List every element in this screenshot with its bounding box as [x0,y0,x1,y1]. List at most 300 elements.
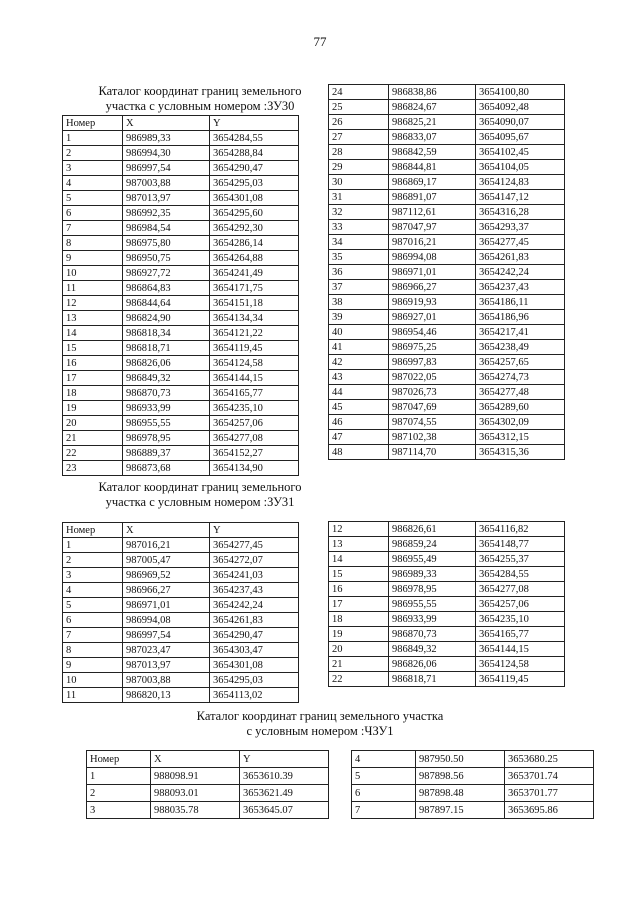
point-number-cell: 22 [329,672,389,687]
column-header: X [123,523,210,538]
y-coordinate-cell: 3654315,36 [476,445,565,460]
x-coordinate-cell: 986824,67 [389,100,476,115]
y-coordinate-cell: 3654295,03 [210,176,299,191]
point-number-cell: 3 [63,161,123,176]
point-number-cell: 2 [87,785,151,802]
x-coordinate-cell: 986844,64 [123,296,210,311]
y-coordinate-cell: 3654264,88 [210,251,299,266]
point-number-cell: 44 [329,385,389,400]
y-coordinate-cell: 3654235,10 [476,612,565,627]
table-row [352,768,594,785]
table-row [329,430,565,445]
catalog-caption-zu31 [60,480,340,510]
x-coordinate-cell: 986849,32 [123,371,210,386]
y-coordinate-cell: 3654165,77 [210,386,299,401]
y-coordinate-cell: 3654241,49 [210,266,299,281]
x-coordinate-cell: 986818,34 [123,326,210,341]
y-coordinate-cell: 3654257,65 [476,355,565,370]
x-coordinate-cell: 986818,71 [123,341,210,356]
table-row [63,146,299,161]
table-row [329,415,565,430]
x-coordinate-cell: 986994,08 [389,250,476,265]
x-coordinate-cell: 986997,83 [389,355,476,370]
column-header: Номер [63,116,123,131]
table-row [329,612,565,627]
y-coordinate-cell: 3654119,45 [476,672,565,687]
y-coordinate-cell: 3654116,82 [476,522,565,537]
x-coordinate-cell: 987112,61 [389,205,476,220]
table-row [63,598,299,613]
caption-line: Каталог координат границ земельного [98,480,302,494]
x-coordinate-cell: 986818,71 [389,672,476,687]
y-coordinate-cell: 3654134,90 [210,461,299,476]
table-row [329,175,565,190]
x-coordinate-cell: 986826,61 [389,522,476,537]
coordinates-table-zu31-right [328,521,565,687]
point-number-cell: 16 [63,356,123,371]
x-coordinate-cell: 986842,59 [389,145,476,160]
x-coordinate-cell: 986844,81 [389,160,476,175]
point-number-cell: 22 [63,446,123,461]
caption-line: Каталог координат границ земельного участка [196,709,444,723]
table-row [63,131,299,146]
table-row [329,370,565,385]
table-row [63,191,299,206]
table-row [63,673,299,688]
x-coordinate-cell: 986869,17 [389,175,476,190]
x-coordinate-cell: 986994,08 [123,613,210,628]
point-number-cell: 6 [352,785,416,802]
x-coordinate-cell: 986971,01 [389,265,476,280]
y-coordinate-cell: 3654119,45 [210,341,299,356]
coordinates-table-zu30-left [62,115,299,476]
x-coordinate-cell: 987022,05 [389,370,476,385]
x-coordinate-cell: 986864,83 [123,281,210,296]
caption-line: участка с условным номером :ЗУ30 [105,99,295,113]
point-number-cell: 28 [329,145,389,160]
point-number-cell: 21 [329,657,389,672]
x-coordinate-cell: 986933,99 [389,612,476,627]
table-row [329,145,565,160]
y-coordinate-cell: 3654295,60 [210,206,299,221]
x-coordinate-cell: 986955,55 [123,416,210,431]
point-number-cell: 38 [329,295,389,310]
table-row [329,657,565,672]
x-coordinate-cell: 987016,21 [389,235,476,250]
column-header: X [151,751,240,768]
x-coordinate-cell: 987102,38 [389,430,476,445]
column-header: Номер [87,751,151,768]
y-coordinate-cell: 3654151,18 [210,296,299,311]
point-number-cell: 9 [63,658,123,673]
y-coordinate-cell: 3654257,06 [210,416,299,431]
point-number-cell: 45 [329,400,389,415]
point-number-cell: 4 [63,176,123,191]
x-coordinate-cell: 986997,54 [123,628,210,643]
point-number-cell: 24 [329,85,389,100]
x-coordinate-cell: 986955,55 [389,597,476,612]
table-row [329,385,565,400]
y-coordinate-cell: 3654238,49 [476,340,565,355]
table-row [329,567,565,582]
x-coordinate-cell: 986849,32 [389,642,476,657]
y-coordinate-cell: 3654148,77 [476,537,565,552]
y-coordinate-cell: 3654286,14 [210,236,299,251]
table-row [63,658,299,673]
point-number-cell: 20 [329,642,389,657]
x-coordinate-cell: 986838,86 [389,85,476,100]
point-number-cell: 23 [63,461,123,476]
point-number-cell: 11 [63,688,123,703]
point-number-cell: 15 [329,567,389,582]
x-coordinate-cell: 986978,95 [123,431,210,446]
point-number-cell: 17 [63,371,123,386]
y-coordinate-cell: 3653610.39 [240,768,329,785]
table-row [63,538,299,553]
point-number-cell: 3 [87,802,151,819]
x-coordinate-cell: 986954,46 [389,325,476,340]
table-row [63,416,299,431]
point-number-cell: 16 [329,582,389,597]
point-number-cell: 6 [63,206,123,221]
y-coordinate-cell: 3654257,06 [476,597,565,612]
y-coordinate-cell: 3654292,30 [210,221,299,236]
x-coordinate-cell: 987023,47 [123,643,210,658]
point-number-cell: 4 [63,583,123,598]
table-row [352,802,594,819]
y-coordinate-cell: 3654144,15 [476,642,565,657]
y-coordinate-cell: 3654092,48 [476,100,565,115]
point-number-cell: 9 [63,251,123,266]
point-number-cell: 35 [329,250,389,265]
y-coordinate-cell: 3654113,02 [210,688,299,703]
y-coordinate-cell: 3654290,47 [210,628,299,643]
point-number-cell: 8 [63,236,123,251]
table-row [63,371,299,386]
y-coordinate-cell: 3654302,09 [476,415,565,430]
table-row [329,130,565,145]
table-header-row [87,751,329,768]
point-number-cell: 33 [329,220,389,235]
x-coordinate-cell: 986891,07 [389,190,476,205]
x-coordinate-cell: 986870,73 [123,386,210,401]
y-coordinate-cell: 3654261,83 [210,613,299,628]
y-coordinate-cell: 3654237,43 [210,583,299,598]
x-coordinate-cell: 986820,13 [123,688,210,703]
table-row [329,400,565,415]
point-number-cell: 18 [329,612,389,627]
x-coordinate-cell: 987114,70 [389,445,476,460]
x-coordinate-cell: 986873,68 [123,461,210,476]
y-coordinate-cell: 3654289,60 [476,400,565,415]
point-number-cell: 1 [87,768,151,785]
x-coordinate-cell: 986826,06 [389,657,476,672]
table-row [329,220,565,235]
table-row [352,785,594,802]
x-coordinate-cell: 986992,35 [123,206,210,221]
y-coordinate-cell: 3653701.77 [505,785,594,802]
point-number-cell: 8 [63,643,123,658]
point-number-cell: 30 [329,175,389,190]
point-number-cell: 36 [329,265,389,280]
table-row [63,296,299,311]
y-coordinate-cell: 3654152,27 [210,446,299,461]
table-header-row [63,523,299,538]
point-number-cell: 29 [329,160,389,175]
y-coordinate-cell: 3654165,77 [476,627,565,642]
table-row [63,341,299,356]
point-number-cell: 48 [329,445,389,460]
point-number-cell: 15 [63,341,123,356]
y-coordinate-cell: 3654272,07 [210,553,299,568]
table-row [329,627,565,642]
table-row [329,205,565,220]
point-number-cell: 5 [352,768,416,785]
y-coordinate-cell: 3654303,47 [210,643,299,658]
x-coordinate-cell: 987013,97 [123,658,210,673]
y-coordinate-cell: 3654121,22 [210,326,299,341]
y-coordinate-cell: 3654144,15 [210,371,299,386]
x-coordinate-cell: 986989,33 [389,567,476,582]
x-coordinate-cell: 987897.15 [416,802,505,819]
coordinates-table-zu31-left [62,522,299,703]
y-coordinate-cell: 3654235,10 [210,401,299,416]
x-coordinate-cell: 986889,37 [123,446,210,461]
x-coordinate-cell: 986971,01 [123,598,210,613]
point-number-cell: 31 [329,190,389,205]
y-coordinate-cell: 3654090,07 [476,115,565,130]
table-row [329,190,565,205]
point-number-cell: 7 [63,628,123,643]
x-coordinate-cell: 986955,49 [389,552,476,567]
x-coordinate-cell: 986984,54 [123,221,210,236]
table-row [63,613,299,628]
table-row [352,751,594,768]
point-number-cell: 1 [63,131,123,146]
table-row [329,582,565,597]
table-row [329,115,565,130]
point-number-cell: 17 [329,597,389,612]
y-coordinate-cell: 3654274,73 [476,370,565,385]
table-row [329,672,565,687]
y-coordinate-cell: 3654301,08 [210,658,299,673]
x-coordinate-cell: 987950.50 [416,751,505,768]
x-coordinate-cell: 987026,73 [389,385,476,400]
y-coordinate-cell: 3654301,08 [210,191,299,206]
y-coordinate-cell: 3654290,47 [210,161,299,176]
point-number-cell: 32 [329,205,389,220]
table-row [63,236,299,251]
x-coordinate-cell: 987016,21 [123,538,210,553]
point-number-cell: 5 [63,598,123,613]
table-row [63,553,299,568]
y-coordinate-cell: 3654316,28 [476,205,565,220]
point-number-cell: 7 [352,802,416,819]
table-row [329,310,565,325]
point-number-cell: 5 [63,191,123,206]
page-number: 77 [313,34,327,49]
point-number-cell: 4 [352,751,416,768]
y-coordinate-cell: 3654124,58 [210,356,299,371]
y-coordinate-cell: 3654147,12 [476,190,565,205]
point-number-cell: 10 [63,266,123,281]
x-coordinate-cell: 986966,27 [389,280,476,295]
y-coordinate-cell: 3654255,37 [476,552,565,567]
x-coordinate-cell: 987898.56 [416,768,505,785]
point-number-cell: 12 [63,296,123,311]
y-coordinate-cell: 3654277,48 [476,385,565,400]
table-row [63,221,299,236]
table-row [329,355,565,370]
point-number-cell: 13 [63,311,123,326]
caption-line: с условным номером :ЧЗУ1 [246,724,394,738]
table-row [329,250,565,265]
x-coordinate-cell: 986933,99 [123,401,210,416]
table-row [63,266,299,281]
table-header-row [63,116,299,131]
table-row [329,295,565,310]
catalog-caption-chzu1 [120,709,520,739]
y-coordinate-cell: 3654277,08 [476,582,565,597]
point-number-cell: 19 [63,401,123,416]
point-number-cell: 47 [329,430,389,445]
x-coordinate-cell: 986870,73 [389,627,476,642]
y-coordinate-cell: 3653695.86 [505,802,594,819]
table-row [329,100,565,115]
y-coordinate-cell: 3654217,41 [476,325,565,340]
x-coordinate-cell: 986997,54 [123,161,210,176]
point-number-cell: 19 [329,627,389,642]
table-row [329,445,565,460]
table-row [329,537,565,552]
y-coordinate-cell: 3654277,45 [210,538,299,553]
table-row [63,431,299,446]
y-coordinate-cell: 3654186,11 [476,295,565,310]
column-header: Y [240,751,329,768]
table-row [329,340,565,355]
x-coordinate-cell: 986950,75 [123,251,210,266]
y-coordinate-cell: 3654312,15 [476,430,565,445]
x-coordinate-cell: 986978,95 [389,582,476,597]
y-coordinate-cell: 3654124,58 [476,657,565,672]
table-row [87,768,329,785]
table-row [329,85,565,100]
x-coordinate-cell: 986824,90 [123,311,210,326]
x-coordinate-cell: 988098.91 [151,768,240,785]
x-coordinate-cell: 986826,06 [123,356,210,371]
y-coordinate-cell: 3654237,43 [476,280,565,295]
point-number-cell: 34 [329,235,389,250]
point-number-cell: 7 [63,221,123,236]
x-coordinate-cell: 988093.01 [151,785,240,802]
x-coordinate-cell: 986975,80 [123,236,210,251]
table-row [63,643,299,658]
point-number-cell: 46 [329,415,389,430]
coordinates-table-chzu1-right [351,750,594,819]
table-row [63,583,299,598]
y-coordinate-cell: 3654095,67 [476,130,565,145]
point-number-cell: 40 [329,325,389,340]
x-coordinate-cell: 986989,33 [123,131,210,146]
y-coordinate-cell: 3654293,37 [476,220,565,235]
y-coordinate-cell: 3654171,75 [210,281,299,296]
point-number-cell: 41 [329,340,389,355]
y-coordinate-cell: 3654277,45 [476,235,565,250]
y-coordinate-cell: 3654104,05 [476,160,565,175]
x-coordinate-cell: 986833,07 [389,130,476,145]
point-number-cell: 1 [63,538,123,553]
column-header: Y [210,523,299,538]
point-number-cell: 27 [329,130,389,145]
table-row [63,161,299,176]
table-row [63,446,299,461]
table-row [329,265,565,280]
point-number-cell: 12 [329,522,389,537]
point-number-cell: 10 [63,673,123,688]
y-coordinate-cell: 3654134,34 [210,311,299,326]
y-coordinate-cell: 3654100,80 [476,85,565,100]
point-number-cell: 3 [63,568,123,583]
point-number-cell: 25 [329,100,389,115]
point-number-cell: 20 [63,416,123,431]
y-coordinate-cell: 3653701.74 [505,768,594,785]
x-coordinate-cell: 987003,88 [123,176,210,191]
table-row [329,597,565,612]
table-row [87,802,329,819]
y-coordinate-cell: 3654295,03 [210,673,299,688]
column-header: Номер [63,523,123,538]
column-header: Y [210,116,299,131]
y-coordinate-cell: 3654284,55 [210,131,299,146]
x-coordinate-cell: 986825,21 [389,115,476,130]
point-number-cell: 43 [329,370,389,385]
y-coordinate-cell: 3654261,83 [476,250,565,265]
x-coordinate-cell: 987005,47 [123,553,210,568]
y-coordinate-cell: 3654241,03 [210,568,299,583]
x-coordinate-cell: 986927,01 [389,310,476,325]
table-row [63,206,299,221]
table-row [63,311,299,326]
table-row [329,522,565,537]
point-number-cell: 21 [63,431,123,446]
x-coordinate-cell: 986994,30 [123,146,210,161]
x-coordinate-cell: 986859,24 [389,537,476,552]
point-number-cell: 2 [63,146,123,161]
x-coordinate-cell: 987003,88 [123,673,210,688]
table-row [63,251,299,266]
table-row [63,281,299,296]
point-number-cell: 26 [329,115,389,130]
table-row [329,160,565,175]
table-row [329,325,565,340]
table-row [329,280,565,295]
x-coordinate-cell: 986975,25 [389,340,476,355]
column-header: X [123,116,210,131]
table-row [63,386,299,401]
coordinates-table-zu30-right [328,84,565,460]
point-number-cell: 18 [63,386,123,401]
coordinates-table-chzu1-left [86,750,329,819]
x-coordinate-cell: 987047,97 [389,220,476,235]
y-coordinate-cell: 3654242,24 [476,265,565,280]
y-coordinate-cell: 3654124,83 [476,175,565,190]
table-row [63,628,299,643]
point-number-cell: 14 [329,552,389,567]
point-number-cell: 6 [63,613,123,628]
y-coordinate-cell: 3653645.07 [240,802,329,819]
table-row [329,552,565,567]
table-row [63,356,299,371]
